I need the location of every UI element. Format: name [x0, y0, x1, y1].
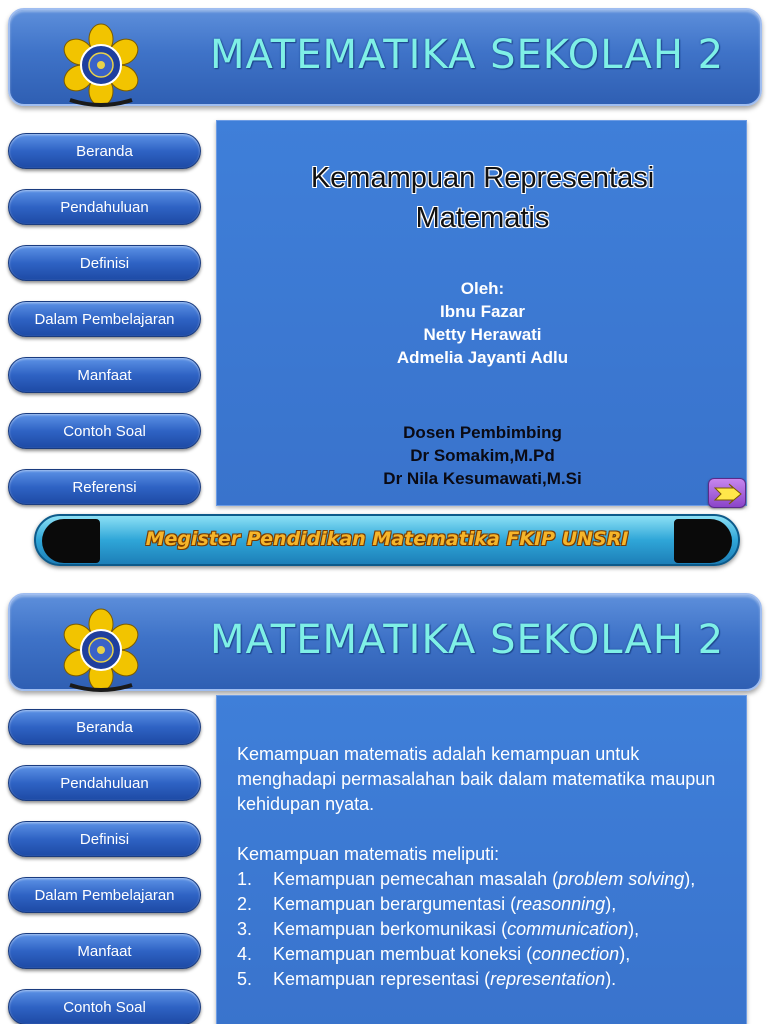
list-item: 5. Kemampuan representasi (representation). — [237, 969, 617, 989]
nav-manfaat-button[interactable]: Manfaat — [8, 933, 201, 969]
nav-definisi-button[interactable]: Definisi — [8, 245, 201, 281]
nav-contoh-soal-button[interactable]: Contoh Soal — [8, 989, 201, 1024]
page-title: MATEMATIKA SEKOLAH 2 — [210, 617, 725, 663]
list-item: 2. Kemampuan berargumentasi (reasonning), — [237, 894, 617, 914]
nav-contoh-soal-button[interactable]: Contoh Soal — [8, 413, 201, 449]
header-bar — [8, 8, 762, 106]
unsri-logo-icon — [56, 20, 146, 110]
slide-title-line-1: Kemampuan Representasi — [310, 162, 655, 194]
banner-cap-right — [674, 519, 732, 563]
ability-list — [237, 867, 737, 992]
nav-definisi-button[interactable]: Definisi — [8, 821, 201, 857]
nav-beranda-button[interactable]: Beranda — [8, 133, 201, 169]
advisor-label: Dosen Pembimbing — [403, 423, 562, 442]
header-bar — [8, 593, 762, 691]
nav-referensi-button[interactable]: Referensi — [8, 469, 201, 505]
author-3: Admelia Jayanti Adlu — [396, 348, 569, 367]
banner-cap-left — [42, 519, 100, 563]
advisor-1: Dr Somakim,M.Pd — [410, 446, 555, 465]
nav-pendahuluan-button[interactable]: Pendahuluan — [8, 189, 201, 225]
next-arrow-icon — [709, 479, 747, 509]
author-2: Netty Herawati — [423, 325, 542, 344]
content-panel — [216, 695, 747, 1024]
slide-2 — [0, 585, 768, 1024]
definition-text-block — [237, 742, 737, 992]
next-button[interactable] — [708, 478, 746, 508]
banner-text: Megister Pendidikan Matematika FKIP UNSRI — [145, 528, 629, 550]
unsri-logo-icon — [56, 605, 146, 695]
nav-manfaat-button[interactable]: Manfaat — [8, 357, 201, 393]
list-intro: Kemampuan matematis meliputi: — [237, 844, 500, 864]
list-item: 3. Kemampuan berkomunikasi (communication), — [237, 919, 640, 939]
content-panel — [216, 120, 747, 506]
nav-pendahuluan-button[interactable]: Pendahuluan — [8, 765, 201, 801]
page-title: MATEMATIKA SEKOLAH 2 — [210, 32, 725, 78]
list-item: 4. Kemampuan membuat koneksi (connection), — [237, 944, 631, 964]
nav-dalam-pembelajaran-button[interactable]: Dalam Pembelajaran — [8, 877, 201, 913]
list-item: 1. Kemampuan pemecahan masalah (problem solving), — [237, 869, 696, 889]
by-label: Oleh: — [460, 279, 505, 298]
slide-title-line-2: Matematis — [415, 202, 550, 234]
program-banner — [34, 514, 740, 566]
nav-dalam-pembelajaran-button[interactable]: Dalam Pembelajaran — [8, 301, 201, 337]
definition-paragraph: Kemampuan matematis adalah kemampuan untuk menghadapi permasalahan baik dalam matematika maupun kehidupan nyata. — [237, 744, 716, 814]
nav-beranda-button[interactable]: Beranda — [8, 709, 201, 745]
advisor-2: Dr Nila Kesumawati,M.Si — [383, 469, 582, 488]
author-1: Ibnu Fazar — [439, 302, 525, 321]
